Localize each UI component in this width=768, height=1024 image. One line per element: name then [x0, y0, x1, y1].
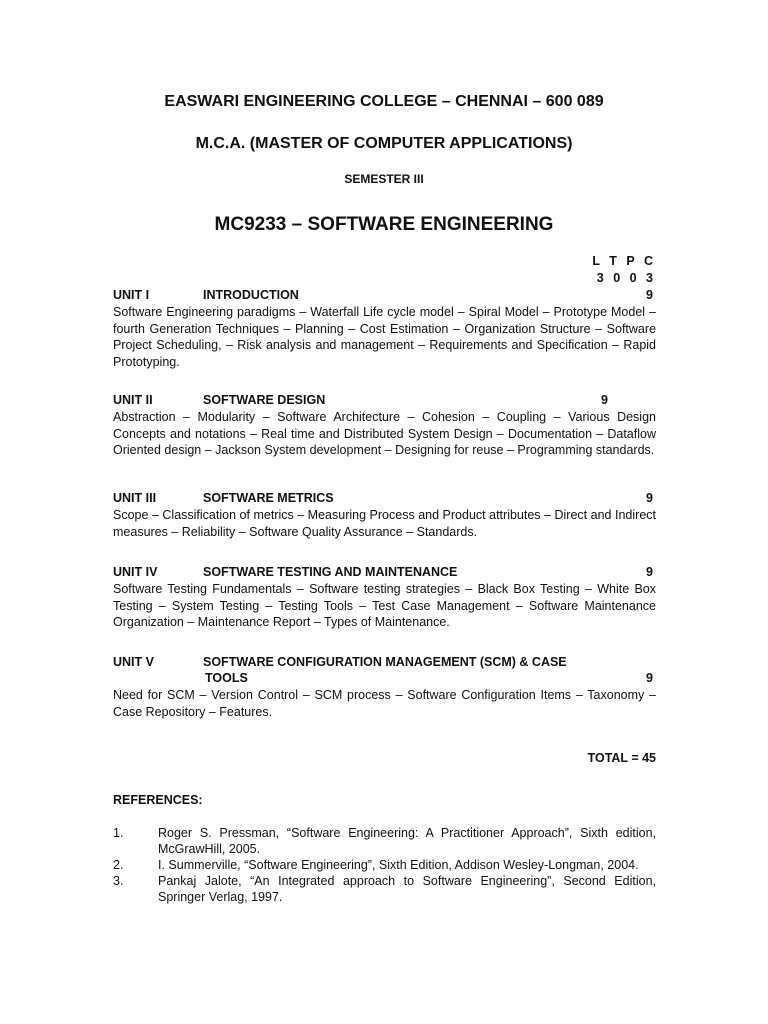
reference-item — [113, 857, 656, 873]
unit-4-number: UNIT IV — [113, 565, 158, 579]
unit-5-header — [113, 655, 656, 671]
unit-5-body: Need for SCM – Version Control – SCM process – Software Configuration Items – Taxonomy – Case Repository – Features. — [113, 688, 656, 719]
unit-5-title-cont: TOOLS — [205, 671, 248, 685]
references-heading: REFERENCES: — [113, 793, 203, 807]
references-list — [113, 825, 656, 905]
reference-item — [113, 873, 656, 905]
unit-5-header-cont — [205, 671, 656, 687]
unit-4-body: Software Testing Fundamentals – Software testing strategies – Black Box Testing – White Box Testing – System Testing – Testing Tools – Test Case Management – Software Maintenance Organization – Maintenance Report – Types of Maintenance. — [113, 582, 656, 629]
reference-number: 1. — [113, 826, 124, 840]
unit-1-body: Software Engineering paradigms – Waterfall Life cycle model – Spiral Model – Prototype Model – fourth Generation Techniques – Planning – Cost Estimation – Organization Structure – Software Project Scheduling, – Risk analysis and management – Requirements and Specification – Rapid Prototyping. — [113, 305, 656, 369]
unit-2-header — [113, 393, 656, 409]
total-hours: TOTAL = 45 — [587, 751, 656, 765]
reference-item — [113, 825, 656, 857]
unit-3-number: UNIT III — [113, 491, 157, 505]
unit-1-title: INTRODUCTION — [203, 288, 299, 302]
unit-3-header — [113, 491, 656, 507]
ltpc-values: 3 0 0 3 — [596, 271, 656, 285]
program-title: M.C.A. (MASTER OF COMPUTER APPLICATIONS) — [195, 135, 573, 152]
unit-4-title: SOFTWARE TESTING AND MAINTENANCE — [203, 565, 458, 579]
reference-number: 3. — [113, 874, 124, 888]
reference-text: Pankaj Jalote, “An Integrated approach to Software Engineering”, Second Edition, Springer Verlag, 1997. — [158, 874, 656, 904]
reference-number: 2. — [113, 858, 124, 872]
unit-2-title: SOFTWARE DESIGN — [203, 393, 326, 407]
unit-4-header — [113, 565, 656, 581]
unit-1-hours: 9 — [646, 288, 653, 302]
unit-3-hours: 9 — [646, 491, 653, 505]
unit-5-number: UNIT V — [113, 655, 154, 669]
unit-4-hours: 9 — [646, 565, 653, 579]
unit-2-number: UNIT II — [113, 393, 153, 407]
unit-2-hours: 9 — [601, 393, 608, 407]
unit-5-hours: 9 — [646, 671, 653, 685]
semester-label: SEMESTER III — [344, 172, 424, 186]
unit-5 — [113, 655, 656, 720]
unit-3 — [113, 491, 656, 540]
unit-3-body: Scope – Classification of metrics – Measuring Process and Product attributes – Direct and Indirect measures – Reliability – Software Quality Assurance – Standards. — [113, 508, 656, 539]
unit-1-header — [113, 288, 656, 304]
unit-2 — [113, 393, 656, 459]
unit-5-title: SOFTWARE CONFIGURATION MANAGEMENT (SCM) & CASE — [203, 655, 567, 669]
unit-3-title: SOFTWARE METRICS — [203, 491, 334, 505]
unit-1-number: UNIT I — [113, 288, 150, 302]
unit-1 — [113, 288, 656, 370]
college-title: EASWARI ENGINEERING COLLEGE – CHENNAI – 600 089 — [164, 93, 604, 110]
unit-2-body: Abstraction – Modularity – Software Architecture – Cohesion – Coupling – Various Design Concepts and notations – Real time and Distributed System Design – Documentation – Dataflow Oriented design – Jackson System development – Designing for reuse – Programming standards. — [113, 410, 656, 457]
reference-text: I. Summerville, “Software Engineering”, Sixth Edition, Addison Wesley-Longman, 2004. — [158, 858, 639, 872]
ltpc-labels: L T P C — [592, 254, 656, 268]
unit-4 — [113, 565, 656, 631]
reference-text: Roger S. Pressman, “Software Engineering: A Practitioner Approach”, Sixth edition, McGrawHill, 2005. — [158, 826, 656, 856]
course-title: MC9233 – SOFTWARE ENGINEERING — [214, 214, 554, 235]
